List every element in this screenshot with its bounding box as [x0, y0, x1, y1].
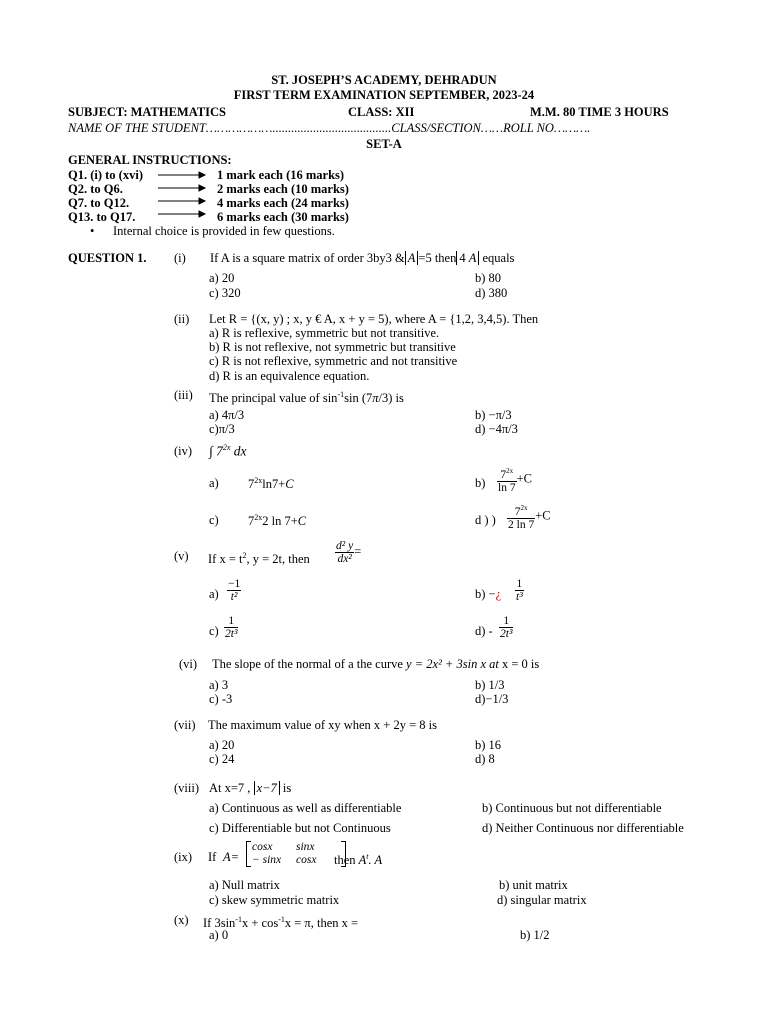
option-b — [515, 578, 524, 603]
instruction-marks: 2 marks each (10 marks) — [217, 182, 349, 196]
option-b: b) −π/3 — [475, 408, 512, 422]
option-d-num: 7 — [514, 505, 521, 518]
option-c-base: 7 — [248, 514, 255, 529]
q1-iii-text-a: The principal value of sin — [209, 391, 338, 406]
q1-i-eq5: =5 then — [418, 251, 457, 265]
q1-v-text-b: , y = 2t, then — [246, 552, 310, 567]
option-d: d) −4π/3 — [475, 422, 518, 436]
exam-title: FIRST TERM EXAMINATION SEPTEMBER, 2023-24 — [233, 88, 535, 102]
option-c-label: c) — [209, 624, 219, 638]
set-label: SET-A — [366, 137, 402, 151]
option-b: b) R is not reflexive, not symmetric but transitive — [209, 340, 456, 354]
q1-iv-integral — [209, 441, 247, 459]
q1-i-abs-a: A — [405, 251, 419, 265]
q1-i-text-a: If A is a square matrix of order 3by3 & — [210, 251, 405, 265]
q1-iii-sup: -1 — [337, 390, 345, 399]
subject-label: SUBJECT: MATHEMATICS — [68, 105, 227, 119]
arrow-head — [199, 185, 205, 191]
instruction-range: Q2. to Q6. — [68, 182, 123, 196]
q1-v-number: (v) — [174, 549, 189, 563]
option-c: c) 24 — [209, 752, 235, 766]
option-b-num: 1 — [516, 578, 523, 590]
q1-x-text-b: x + cos — [241, 916, 279, 931]
matrix-cell: cosx — [252, 841, 273, 853]
q1-i-text — [210, 251, 514, 265]
option-a: a) 3 — [209, 678, 229, 692]
option-a: a) 20 — [209, 271, 235, 285]
option-b-num: 7 — [500, 468, 507, 481]
q1-viii-text-a: At x=7 , — [209, 781, 251, 795]
bullet-icon: • — [90, 224, 95, 238]
option-d — [499, 615, 513, 640]
q1-vi-text — [212, 657, 539, 671]
option-b-prefix: b) − — [475, 587, 496, 601]
q1-v-sup: 2 — [242, 551, 247, 560]
q1-iv-number: (iv) — [174, 444, 193, 458]
option-c-rest: 2 ln 7+ — [262, 514, 298, 529]
q1-i-abs-b: A — [469, 251, 480, 265]
q1-ii-text: Let R = {(x, y) ; x, y € A, x + y = 5), where A = {1,2, 3,4,5). Then — [209, 312, 539, 326]
option-b: b) unit matrix — [499, 878, 568, 892]
option-a-den: t² — [230, 591, 238, 603]
q1-ii-number: (ii) — [174, 312, 190, 326]
arrow-head — [199, 198, 205, 204]
q1-iii-text — [209, 388, 404, 405]
q1-x-text-a: If 3sin — [203, 916, 236, 931]
q1-ix-at: A — [358, 853, 367, 868]
option-c: c) 320 — [209, 286, 241, 300]
option-c: c)π/3 — [209, 422, 235, 436]
q1-vii-number: (vii) — [174, 718, 196, 732]
instruction-range: Q13. to Q17. — [68, 210, 136, 224]
q1-viii-abs: x−7 — [254, 781, 280, 795]
matrix-cell: cosx — [296, 854, 317, 866]
option-c-den: 2t³ — [225, 628, 238, 640]
q1-iii-number: (iii) — [174, 388, 193, 402]
q1-v-derivative — [335, 540, 361, 565]
q1-ix-transpose: t — [366, 852, 369, 861]
instruction-bullet-text: Internal choice is provided in few questions. — [113, 224, 335, 238]
q1-iii-text-b: sin (7 — [344, 391, 373, 406]
instructions-heading: GENERAL INSTRUCTIONS: — [68, 153, 232, 167]
option-a — [227, 578, 241, 603]
q1-iv-integral-base: ∫ 7 — [209, 443, 223, 459]
option-b: b) 1/2 — [520, 928, 550, 942]
instruction-range: Q7. to Q12. — [68, 196, 130, 210]
q1-i-number: (i) — [174, 251, 186, 265]
instruction-marks: 6 marks each (30 marks) — [217, 210, 349, 224]
option-d: d) R is an equivalence equation. — [209, 369, 370, 383]
option-a-label: a) — [209, 587, 219, 601]
option-b: b) 80 — [475, 271, 502, 285]
q1-v-text — [208, 549, 310, 566]
option-a: a) 20 — [209, 738, 235, 752]
q1-iii-pi: π — [372, 391, 379, 406]
option-a: a) 0 — [209, 928, 229, 942]
q1-ix-then — [334, 850, 382, 867]
option-a-num: −1 — [228, 578, 241, 590]
option-b-label: b) — [475, 476, 486, 490]
q1-viii-number: (viii) — [174, 781, 199, 795]
option-c-label: c) — [209, 513, 219, 527]
q1-v-text-a: If x = t — [208, 552, 243, 567]
q1-x-sup1: -1 — [235, 915, 242, 924]
q1-vii-text: The maximum value of xy when x + 2y = 8 is — [208, 718, 437, 732]
arrow-head — [199, 211, 205, 217]
q1-i-four: 4 — [456, 251, 465, 265]
option-a-base: 7 — [248, 477, 255, 492]
matrix-cell: − sinx — [252, 854, 282, 866]
option-d-label: d) - — [475, 624, 493, 638]
q1-v-den: dx² — [337, 553, 352, 565]
q1-ix-number: (ix) — [174, 850, 193, 864]
option-d: d) 8 — [475, 752, 495, 766]
option-b: b) 1/3 — [475, 678, 505, 692]
option-c — [248, 511, 306, 528]
q1-vi-curve: y = 2x² + 3sin x at — [406, 657, 499, 671]
q1-x-text-c: x = π, then x = — [284, 916, 359, 931]
option-c — [224, 615, 238, 640]
option-b: b) Continuous but not differentiable — [482, 801, 662, 815]
q1-v-num: d² y — [336, 540, 354, 552]
option-d-den: 2 ln 7 — [508, 518, 535, 531]
option-c: c) R is not reflexive, symmetric and not transitive — [209, 354, 458, 368]
q1-ix-dot-a: . A — [368, 853, 383, 868]
instruction-range: Q1. (i) to (xvi) — [68, 168, 143, 182]
option-a: a) R is reflexive, symmetric but not transitive. — [209, 326, 440, 340]
matrix-cell: sinx — [296, 841, 315, 853]
option-a: a) 4π/3 — [209, 408, 245, 422]
q1-ix-then-text: then — [334, 853, 359, 868]
q1-iv-sup: 2x — [222, 443, 231, 452]
option-c: c) skew symmetric matrix — [209, 893, 340, 907]
option-a-rest: ln7+ — [262, 477, 286, 492]
class-label: CLASS: XII — [348, 105, 415, 119]
option-a-sup: 2x — [254, 476, 263, 485]
q1-x-number: (x) — [174, 913, 189, 927]
option-d: d)−1/3 — [475, 692, 509, 706]
option-a-label: a) — [209, 476, 219, 490]
q1-viii-text-b: is — [279, 781, 292, 795]
q1-x-sup2: -1 — [278, 915, 285, 924]
question-1-label: QUESTION 1. — [68, 251, 147, 265]
school-name: ST. JOSEPH’S ACADEMY, DEHRADUN — [271, 73, 497, 87]
option-d — [507, 502, 551, 531]
q1-vi-number: (vi) — [179, 657, 198, 671]
arrow-head — [199, 172, 205, 178]
option-a — [248, 474, 294, 491]
q1-v-eq: = — [354, 544, 362, 559]
option-b-constant: +C — [516, 471, 532, 486]
marks-time-label: M.M. 80 TIME 3 HOURS — [530, 105, 669, 119]
q1-ix-a-equals: A= — [223, 850, 240, 864]
q1-ix-if: If — [208, 850, 217, 864]
option-c-sup: 2x — [254, 513, 263, 522]
option-d-num: 1 — [499, 615, 513, 628]
q1-vi-text-a: The slope of the normal of a the curve — [212, 657, 403, 671]
option-c-num: 1 — [224, 615, 238, 628]
option-d: d) 380 — [475, 286, 508, 300]
q1-iii-text-c: /3) is — [378, 391, 404, 406]
option-b: b) 16 — [475, 738, 502, 752]
option-a: a) Null matrix — [209, 878, 280, 892]
option-b-num-sup: 2x — [506, 467, 514, 475]
instruction-marks: 1 mark each (16 marks) — [217, 168, 345, 182]
option-d-constant: +C — [535, 508, 551, 523]
option-b-label — [475, 587, 501, 601]
q1-iv-dx: dx — [230, 443, 247, 459]
option-d: d) Neither Continuous nor differentiable — [482, 821, 684, 835]
q1-vi-text-b: x = 0 is — [498, 657, 540, 671]
option-a-constant: C — [285, 477, 294, 492]
q1-i-text-b: equals — [479, 251, 515, 265]
option-d-den: 2t³ — [500, 628, 513, 640]
option-a: a) Continuous as well as differentiable — [209, 801, 402, 815]
option-c-constant: C — [297, 514, 307, 529]
q1-viii-text — [209, 781, 291, 795]
option-b-den: t³ — [516, 591, 523, 603]
student-name-line: NAME OF THE STUDENT………………......................................CLASS/SECTION……ROLL NO………. — [68, 121, 591, 135]
instruction-marks: 4 marks each (24 marks) — [217, 196, 349, 210]
option-c: c) -3 — [209, 692, 233, 706]
q1-ix-matrix — [246, 841, 346, 867]
option-b-glyph: ¿ — [495, 587, 502, 601]
option-b-den: ln 7 — [498, 481, 516, 494]
option-d-num-sup: 2x — [520, 504, 528, 512]
option-d-label: d ) ) — [475, 513, 496, 527]
option-b — [497, 465, 532, 494]
option-d: d) singular matrix — [497, 893, 587, 907]
option-c: c) Differentiable but not Continuous — [209, 821, 391, 835]
